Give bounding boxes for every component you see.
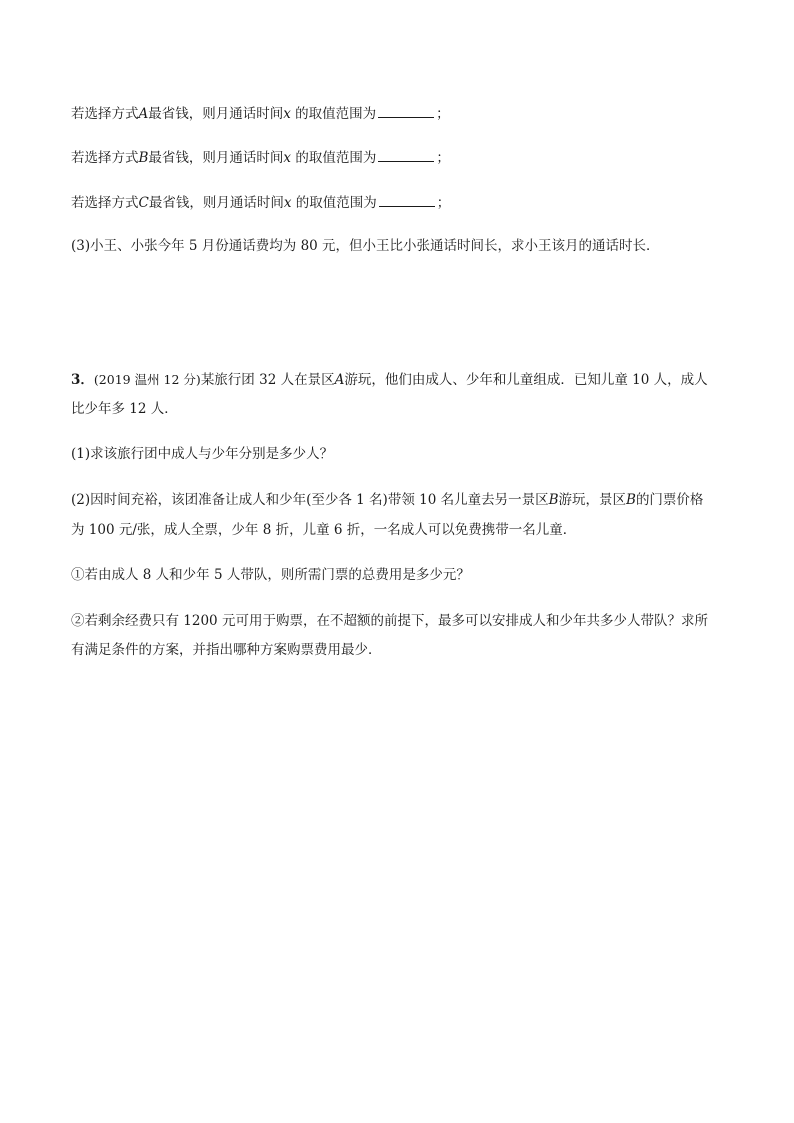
line-text: 游玩，他们由成人、少年和儿童组成．已知儿童 10 人，成人	[344, 372, 708, 388]
line-text: 游玩，景区	[558, 492, 627, 508]
line-text: ；	[436, 150, 450, 166]
variable-b: B	[548, 492, 559, 508]
q3-part-1: (1)求该旅行团中成人与少年分别是多少人？	[71, 446, 334, 462]
answer-blank	[379, 192, 435, 207]
line-text: 若选择方式	[71, 195, 139, 211]
line-text: ；	[436, 195, 451, 211]
answer-blank	[378, 147, 434, 162]
q2-option-a-line	[71, 103, 450, 124]
line-text: 最省钱，则月通话时间	[148, 150, 284, 166]
q2-part-3: (3)小王、小张今年 5 月份通话费均为 80 元，但小王比小张通话时间长，求小王该月的通话时长．	[71, 238, 660, 254]
answer-blank	[378, 103, 434, 118]
question-number-dot: ．	[80, 372, 94, 388]
variable-b: B	[138, 150, 149, 166]
q3-part-2-line-2: 为 100 元/张，成人全票，少年 8 折，儿童 6 折，一名成人可以免费携带一名儿童．	[71, 522, 577, 538]
line-text: 最省钱，则月通话时间	[148, 195, 284, 211]
variable-a: A	[334, 372, 345, 388]
question-source: (2019 温州 12 分)	[93, 372, 201, 387]
q3-sub-question-2-line-2: 有满足条件的方案，并指出哪种方案购票费用最少．	[71, 642, 382, 658]
variable-x: x	[283, 150, 292, 166]
line-text: 某旅行团 32 人在景区	[200, 372, 335, 388]
question-number: 3	[71, 372, 81, 388]
line-text: 的取值范围为	[295, 106, 377, 122]
variable-x: x	[283, 106, 291, 122]
q3-sub-question-1: ①若由成人 8 人和少年 5 人带队，则所需门票的总费用是多少元？	[71, 567, 470, 583]
variable-b: B	[626, 492, 636, 508]
line-text: 最省钱，则月通话时间	[148, 106, 284, 122]
line-text: ；	[436, 106, 450, 122]
line-text: 的取值范围为	[295, 150, 377, 166]
q2-option-b-line	[71, 147, 450, 168]
line-text: (2)因时间充裕，该团准备让成人和少年(至少各 1 名)带领 10 名儿童去另一景区	[71, 492, 549, 508]
line-text: 若选择方式	[71, 150, 139, 166]
q2-option-c-line	[71, 192, 450, 213]
variable-c: C	[138, 195, 149, 211]
variable-a: A	[138, 106, 149, 122]
q3-stem-line-2: 比少年多 12 人．	[71, 401, 178, 417]
q3-sub-question-2-line-1: ②若剩余经费只有 1200 元可用于购票，在不超额的前提下，最多可以安排成人和少年共多少人带队？求所	[71, 613, 708, 629]
q3-part-2-line-1	[71, 490, 703, 510]
line-text: 的门票价格	[635, 492, 704, 508]
line-text: 若选择方式	[71, 106, 139, 122]
variable-x: x	[283, 195, 292, 211]
line-text: 的取值范围为	[295, 195, 377, 211]
q3-stem-line-1	[71, 370, 708, 390]
